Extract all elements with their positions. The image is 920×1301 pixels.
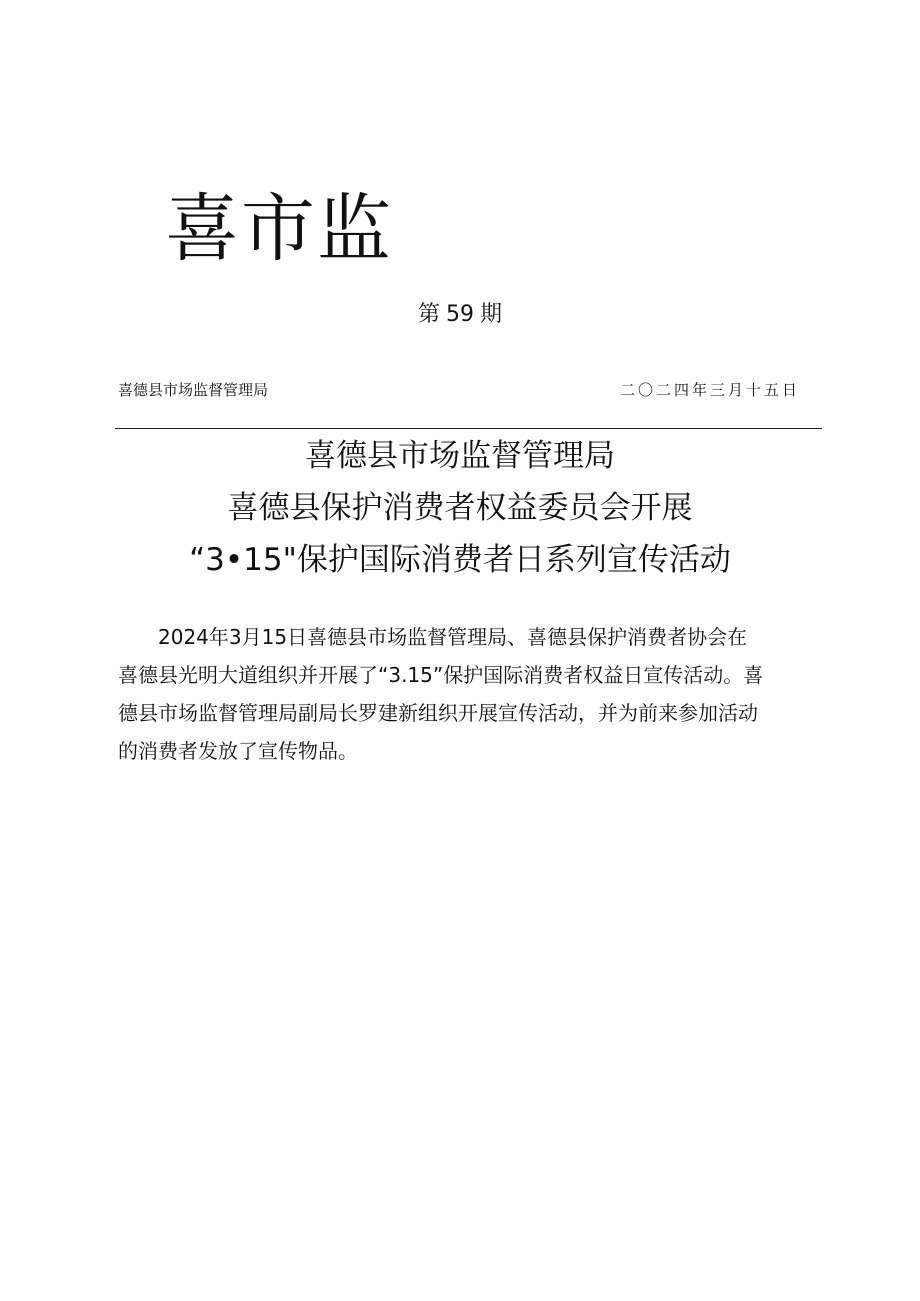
article-body-line-3: 德县市场监督管理局副局长罗建新组织开展宣传活动，并为前来参加活动 (118, 701, 758, 725)
issue-prefix: 第 (417, 302, 440, 327)
article-body (118, 618, 808, 770)
issue-number (0, 300, 920, 330)
masthead-title: 喜市监 (165, 186, 393, 272)
article-title-line-3: “3•15"保护国际消费者日系列宣传活动 (189, 542, 731, 578)
article-body-line-2: 喜德县光明大道组织并开展了“3.15”保护国际消费者权益日宣传活动。喜 (118, 663, 764, 687)
article-title-line-2: 喜德县保护消费者权益委员会开展 (227, 490, 693, 526)
header-divider (115, 428, 822, 429)
issue-number-value: 59 (446, 302, 474, 327)
article-title (0, 430, 920, 586)
article-body-line-4: 的消费者发放了宣传物品。 (118, 739, 358, 763)
issue-date: 二〇二四年三月十五日 (619, 381, 800, 399)
article-body-line-1: 2024年3月15日喜德县市场监督管理局、喜德县保护消费者协会在 (158, 625, 748, 649)
issue-suffix: 期 (480, 302, 503, 327)
article-title-line-1: 喜德县市场监督管理局 (305, 438, 615, 474)
issuer-name: 喜德县市场监督管理局 (118, 381, 269, 399)
